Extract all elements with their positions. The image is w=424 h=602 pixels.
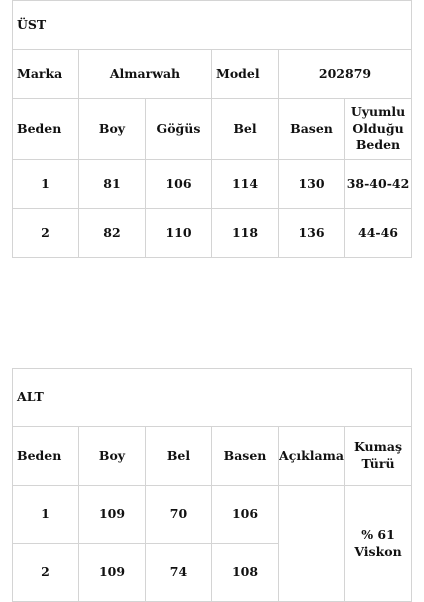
brand-value: Almarwah (79, 50, 212, 99)
table-row (13, 486, 412, 544)
length-cell: 109 (79, 486, 146, 544)
header-length: Boy (79, 427, 146, 486)
brand-label: Marka (13, 50, 79, 99)
table-row (13, 160, 412, 209)
waist-cell: 74 (146, 544, 212, 602)
header-description: Açıklama (279, 427, 345, 486)
fabric-cell (345, 486, 412, 602)
header-waist: Bel (146, 427, 212, 486)
table-row (13, 209, 412, 258)
header-compatible-size: Uyumlu Olduğu Beden (345, 99, 412, 160)
size-cell: 1 (13, 486, 79, 544)
bottom-table-title: ALT (13, 369, 412, 427)
model-value: 202879 (279, 50, 412, 99)
model-label: Model (212, 50, 279, 99)
fabric-material: Viskon (354, 543, 402, 559)
header-size: Beden (13, 427, 79, 486)
top-header-row (13, 99, 412, 160)
size-cell: 2 (13, 209, 79, 258)
size-cell: 1 (13, 160, 79, 209)
header-hip: Basen (212, 427, 279, 486)
top-size-table (12, 0, 412, 258)
header-size: Beden (13, 99, 79, 160)
header-hip: Basen (279, 99, 345, 160)
hip-cell: 130 (279, 160, 345, 209)
waist-cell: 114 (212, 160, 279, 209)
chest-cell: 110 (146, 209, 212, 258)
hip-cell: 136 (279, 209, 345, 258)
compatible-size-cell: 44-46 (345, 209, 412, 258)
length-cell: 81 (79, 160, 146, 209)
fabric-percentage: % 61 (361, 526, 395, 542)
header-waist: Bel (212, 99, 279, 160)
bottom-header-row (13, 427, 412, 486)
hip-cell: 108 (212, 544, 279, 602)
length-cell: 82 (79, 209, 146, 258)
chest-cell: 106 (146, 160, 212, 209)
hip-cell: 106 (212, 486, 279, 544)
waist-cell: 70 (146, 486, 212, 544)
compatible-size-cell: 38-40-42 (345, 160, 412, 209)
top-table-title: ÜST (13, 1, 412, 50)
header-chest: Göğüs (146, 99, 212, 160)
header-length: Boy (79, 99, 146, 160)
description-cell (279, 486, 345, 602)
bottom-size-table (12, 368, 412, 602)
length-cell: 109 (79, 544, 146, 602)
header-fabric-type: Kumaş Türü (345, 427, 412, 486)
size-cell: 2 (13, 544, 79, 602)
waist-cell: 118 (212, 209, 279, 258)
